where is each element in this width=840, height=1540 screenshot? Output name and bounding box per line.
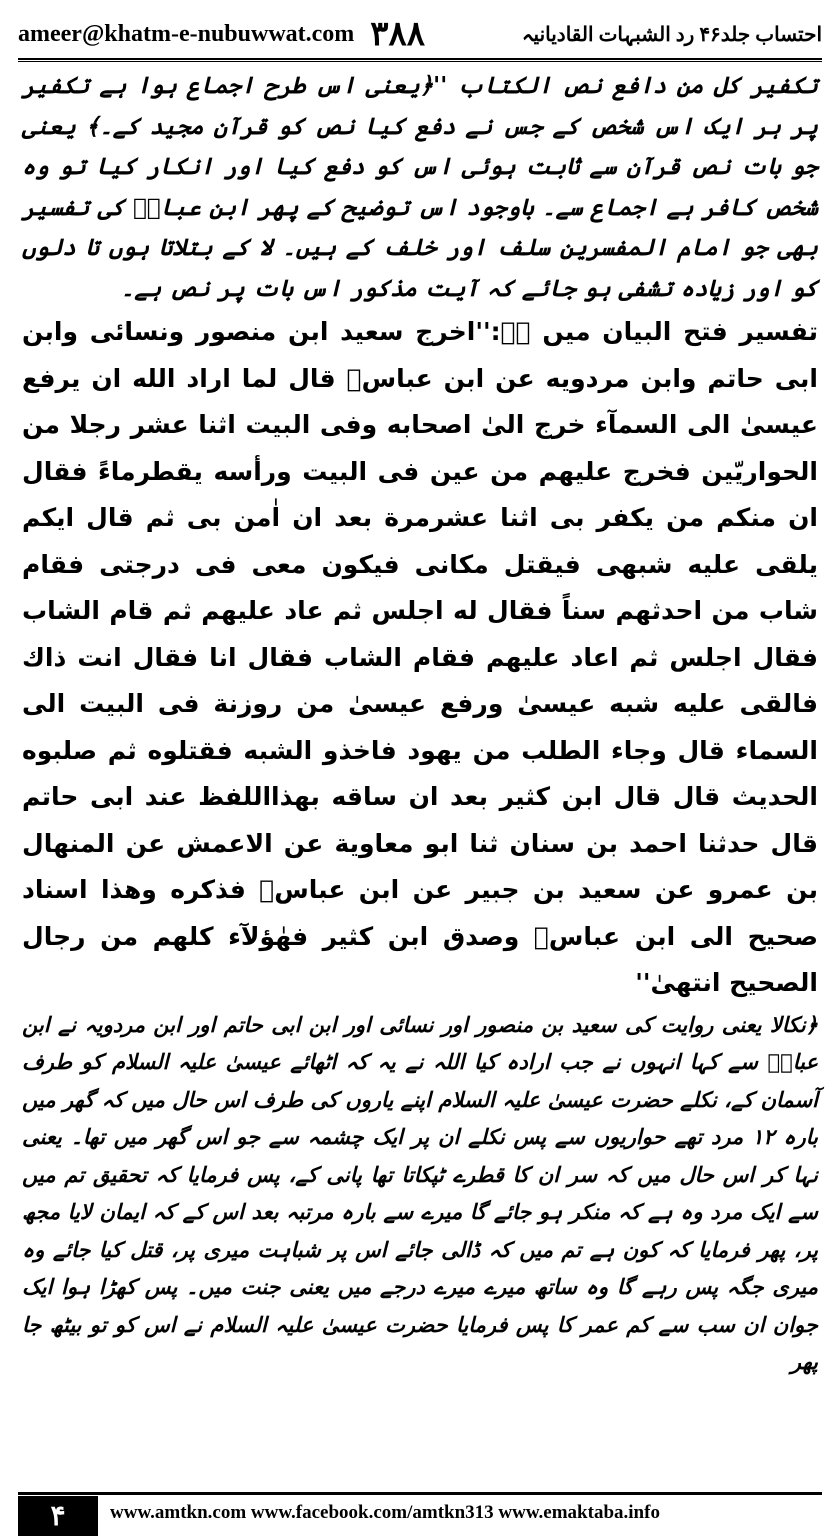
page-footer [0,1486,840,1540]
paragraph-urdu-translation: ﴿نکالا یعنی روایت کی سعید بن منصور اور نسائی اور ابن ابی حاتم اور ابن مردویہ نے ابن عباسؓ سے کہا انہوں نے جب ارادہ کیا اللہ نے یہ کہ اٹھائے عیسیٰ علیہ السلام کو طرف آسمان کے، نکلے حضرت عیسیٰ علیہ السلام اپنے یاروں کی طرف اس حال میں کہ گھر میں بارہ ۱۲ مرد تھے حواریوں سے پس نکلے ان پر ایک چشمہ سے جو اس گھر میں تھا۔ یعنی نہا کر اس حال میں کہ سر ان کا قطرے ٹپکاتا تھا پانی کے، پس فرمایا کہ تحقیق تم میں سے ایک مرد وہ ہے کہ منکر ہو جائے گا میرے سے بارہ مرتبہ بعد اس کے کہ ایمان لایا مجھ پر، پھر فرمایا کہ کون ہے تم میں کہ ڈالی جائے اس پر شباہت میری پر، قتل کیا جائے وہ میری جگہ پس رہے گا وہ ساتھ میرے میرے درجے میں یعنی جنت میں۔ پس کھڑا ہوا ایک جوان ان سب سے کم عمر کا پس فرمایا حضرت عیسیٰ علیہ السلام نے اس کو تو بیٹھ جا پھر [22,1012,819,1374]
header-rule [18,58,822,60]
page-number: ۳۸۸ [370,16,426,53]
footer-links: www.amtkn.com www.facebook.com/amtkn313 www.emaktaba.info [110,1502,660,1523]
page-header [18,14,822,54]
header-email: ameer@khatm-e-nubuwwat.com [18,20,355,47]
paragraph-arabic-quote: تفسیر فتح البیان میں ہے:''اخرج سعید ابن منصور ونسائی وابن ابی حاتم وابن مردویه عن ابن عباسؓ قال لما اراد الله ان یرفع عیسیٰ الی السمآء خرج الیٰ اصحابه وفی البیت اثنا عشر رجلا من الحواریّین فخرج علیهم من عین فی البیت ورأسه یقطرماءً فقال ان منکم من یکفر بی اثنا عشرمرة بعد ان اٰمن بی ثم قال ایکم یلقی علیه شبهی فیقتل مکانی فیکون معی فی درجتی فقام شاب من احدثهم سناً فقال له اجلس ثم عاد علیهم ثم قام الشاب فقال اجلس ثم اعاد علیهم فقام الشاب فقال انا فقال انت ذاك فالقی علیه شبه عیسیٰ ورفع عیسیٰ من روزنة فی البیت الی السماء قال وجاء الطلب من یهود فاخذو الشبه فقتلوه ثم صلبوه الحدیث قال قال ابن کثیر بعد ان ساقه بهذااللفظ عند ابی حاتم قال حدثنا احمد بن سنان ثنا ابو معاویة عن الاعمش عن المنهال بن عمرو عن سعید بن جبیر عن ابن عباسؓ فذکره وهذا اسناد صحیح الی ابن عباسؓ وصدق ابن کثیر فهٰؤلآء کلهم من رجال الصحیح انتهیٰ'' [22,317,818,997]
header-rule-thin [18,61,822,62]
page-body [22,66,818,1382]
book-title: احتساب جلد۴۶ رد الشبہات القادیانیہ [521,23,822,46]
header-left [18,14,425,54]
footer-page-index: ۴ [18,1496,98,1536]
paragraph-urdu-intro: تکفیر کل من دافع نص الکتاب ''﴿یعنی اس طرح اجماع ہوا ہے تکفیر پر ہر ایک اس شخص کے جس نے دفع کیا نص کو قرآن مجید کے۔﴾ یعنی جو بات نص قرآن سے ثابت ہوئی اس کو دفع کیا اور انکار کیا تو وہ شخص کافر ہے اجماع سے۔ باوجود اس توضیح کے پھر ابن عباسؓ کی تفسیر بھی جو امام المفسرین سلف اور خلف کے ہیں۔ لا کے بتلاتا ہوں تا دلوں کو اور زیادہ تشفی ہو جائے کہ آیت مذکور اس بات پر نص ہے۔ [22,73,818,302]
footer-rule [18,1492,822,1495]
